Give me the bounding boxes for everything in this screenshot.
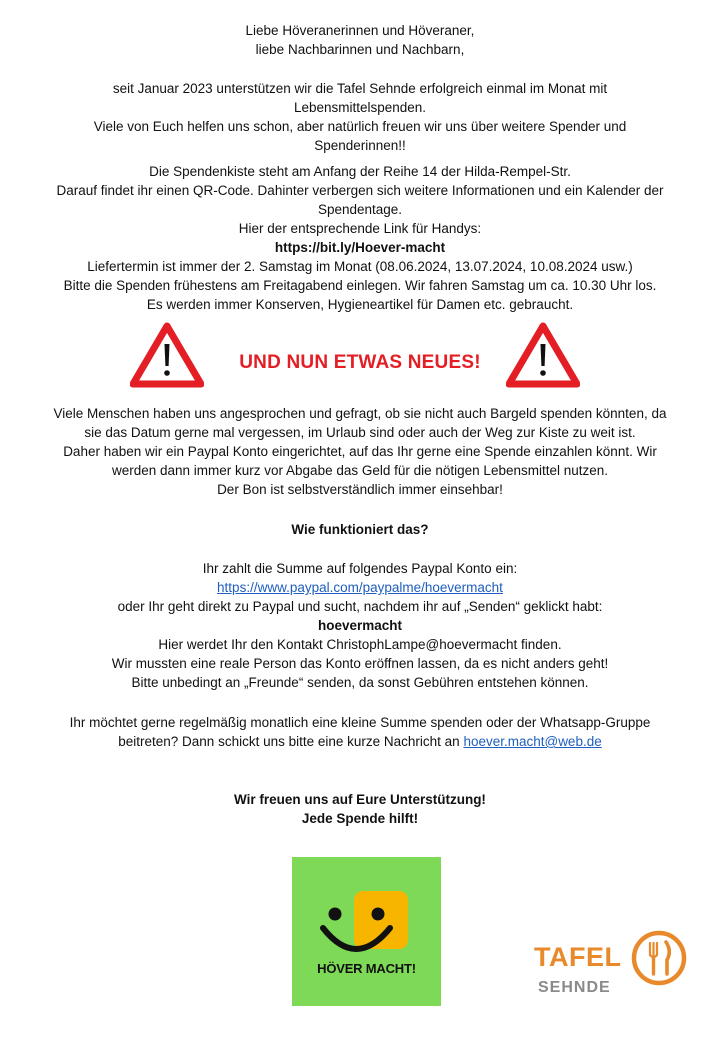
greeting-line: Liebe Höveranerinnen und Höveraner, bbox=[245, 23, 475, 38]
text-line: Hier der entsprechende Link für Handys: bbox=[238, 221, 482, 236]
greeting bbox=[20, 21, 700, 59]
news-title: UND NUN ETWAS NEUES! bbox=[239, 352, 481, 373]
cash-paragraph bbox=[20, 404, 700, 499]
paypal-account: hoevermacht bbox=[317, 618, 403, 633]
short-link[interactable]: https://bit.ly/Hoever-macht bbox=[274, 240, 446, 255]
text-line: sie das Datum gerne mal vergessen, im Urlaub sind oder auch der Weg zur Kiste zu weit ist. bbox=[84, 425, 636, 440]
paypal-link[interactable]: https://www.paypal.com/paypalme/hoevermacht bbox=[217, 580, 503, 595]
howto-paragraph bbox=[20, 559, 700, 692]
smiley-icon bbox=[292, 857, 441, 1006]
text-line: Ihr möchtet gerne regelmäßig monatlich eine kleine Summe spenden oder der Whatsapp-Gruppe bbox=[69, 715, 651, 730]
text-line: Spendentage. bbox=[317, 202, 403, 217]
closing-line: Wir freuen uns auf Eure Unterstützung! bbox=[234, 792, 486, 807]
tafel-wordmark: TAFEL bbox=[534, 942, 622, 972]
monthly-paragraph bbox=[20, 713, 700, 751]
closing-line: Jede Spende hilft! bbox=[301, 811, 419, 826]
text-line: Bitte die Spenden frühestens am Freitagabend einlegen. Wir fahren Samstag um ca. 10.30 Uhr los. bbox=[63, 278, 657, 293]
text-line: Daher haben wir ein Paypal Konto eingerichtet, auf das Ihr gerne eine Spende einzahlen könnt. Wir bbox=[63, 444, 657, 459]
text-line: Viele von Euch helfen uns schon, aber natürlich freuen wir uns über weitere Spender und bbox=[93, 119, 627, 134]
text-line bbox=[20, 732, 700, 751]
text-line: Liefertermin ist immer der 2. Samstag im Monat (08.06.2024, 13.07.2024, 10.08.2024 usw.) bbox=[87, 259, 633, 274]
greeting-line: liebe Nachbarinnen und Nachbarn, bbox=[255, 42, 465, 57]
email-link[interactable]: hoever.macht@web.de bbox=[463, 734, 602, 749]
text-line: Der Bon ist selbstverständlich immer einsehbar! bbox=[217, 482, 503, 497]
paypal-link-line bbox=[20, 578, 700, 597]
fork-knife-icon bbox=[629, 928, 689, 988]
warning-triangle-icon bbox=[506, 322, 580, 388]
text-line: werden dann immer kurz vor Abgabe das Geld für die nötigen Lebensmittel nutzen. bbox=[111, 463, 609, 478]
intro-paragraph bbox=[20, 79, 700, 155]
howto-heading: Wie funktioniert das? bbox=[291, 522, 429, 537]
text-line: Lebensmittelspenden. bbox=[293, 100, 427, 115]
text-line: Ihr zahlt die Summe auf folgendes Paypal Konto ein: bbox=[202, 561, 518, 576]
text-line: Es werden immer Konserven, Hygieneartikel für Damen etc. gebraucht. bbox=[146, 297, 574, 312]
tafel-sehnde-logo bbox=[530, 928, 695, 1008]
sehnde-wordmark: SEHNDE bbox=[538, 979, 611, 996]
text-line: Bitte unbedingt an „Freunde“ senden, da sonst Gebühren entstehen können. bbox=[131, 675, 589, 690]
text-line: Darauf findet ihr einen QR-Code. Dahinter verbergen sich weitere Informationen und ein Kalender der bbox=[56, 183, 664, 198]
closing bbox=[20, 790, 700, 828]
text-line: Die Spendenkiste steht am Anfang der Reihe 14 der Hilda-Rempel-Str. bbox=[149, 164, 571, 179]
text-line: Viele Menschen haben uns angesprochen und gefragt, ob sie nicht auch Bargeld spenden könnten, da bbox=[53, 406, 667, 421]
text-line: Hier werdet Ihr den Kontakt ChristophLampe@hoevermacht finden. bbox=[158, 637, 562, 652]
news-banner bbox=[0, 320, 720, 392]
text-line: oder Ihr geht direkt zu Paypal und sucht, nachdem ihr auf „Senden“ geklickt habt: bbox=[117, 599, 603, 614]
monthly-text: beitreten? Dann schickt uns bitte eine kurze Nachricht an bbox=[118, 734, 464, 749]
hoever-macht-logo bbox=[292, 857, 441, 1006]
text-line: Wir mussten eine reale Person das Konto eröffnen lassen, da es nicht anders geht! bbox=[111, 656, 609, 671]
info-paragraph bbox=[20, 162, 700, 314]
text-line: Spenderinnen!! bbox=[314, 138, 406, 153]
text-line: seit Januar 2023 unterstützen wir die Tafel Sehnde erfolgreich einmal im Monat mit bbox=[112, 81, 608, 96]
hoever-macht-wordmark: HÖVER MACHT! bbox=[317, 961, 416, 976]
